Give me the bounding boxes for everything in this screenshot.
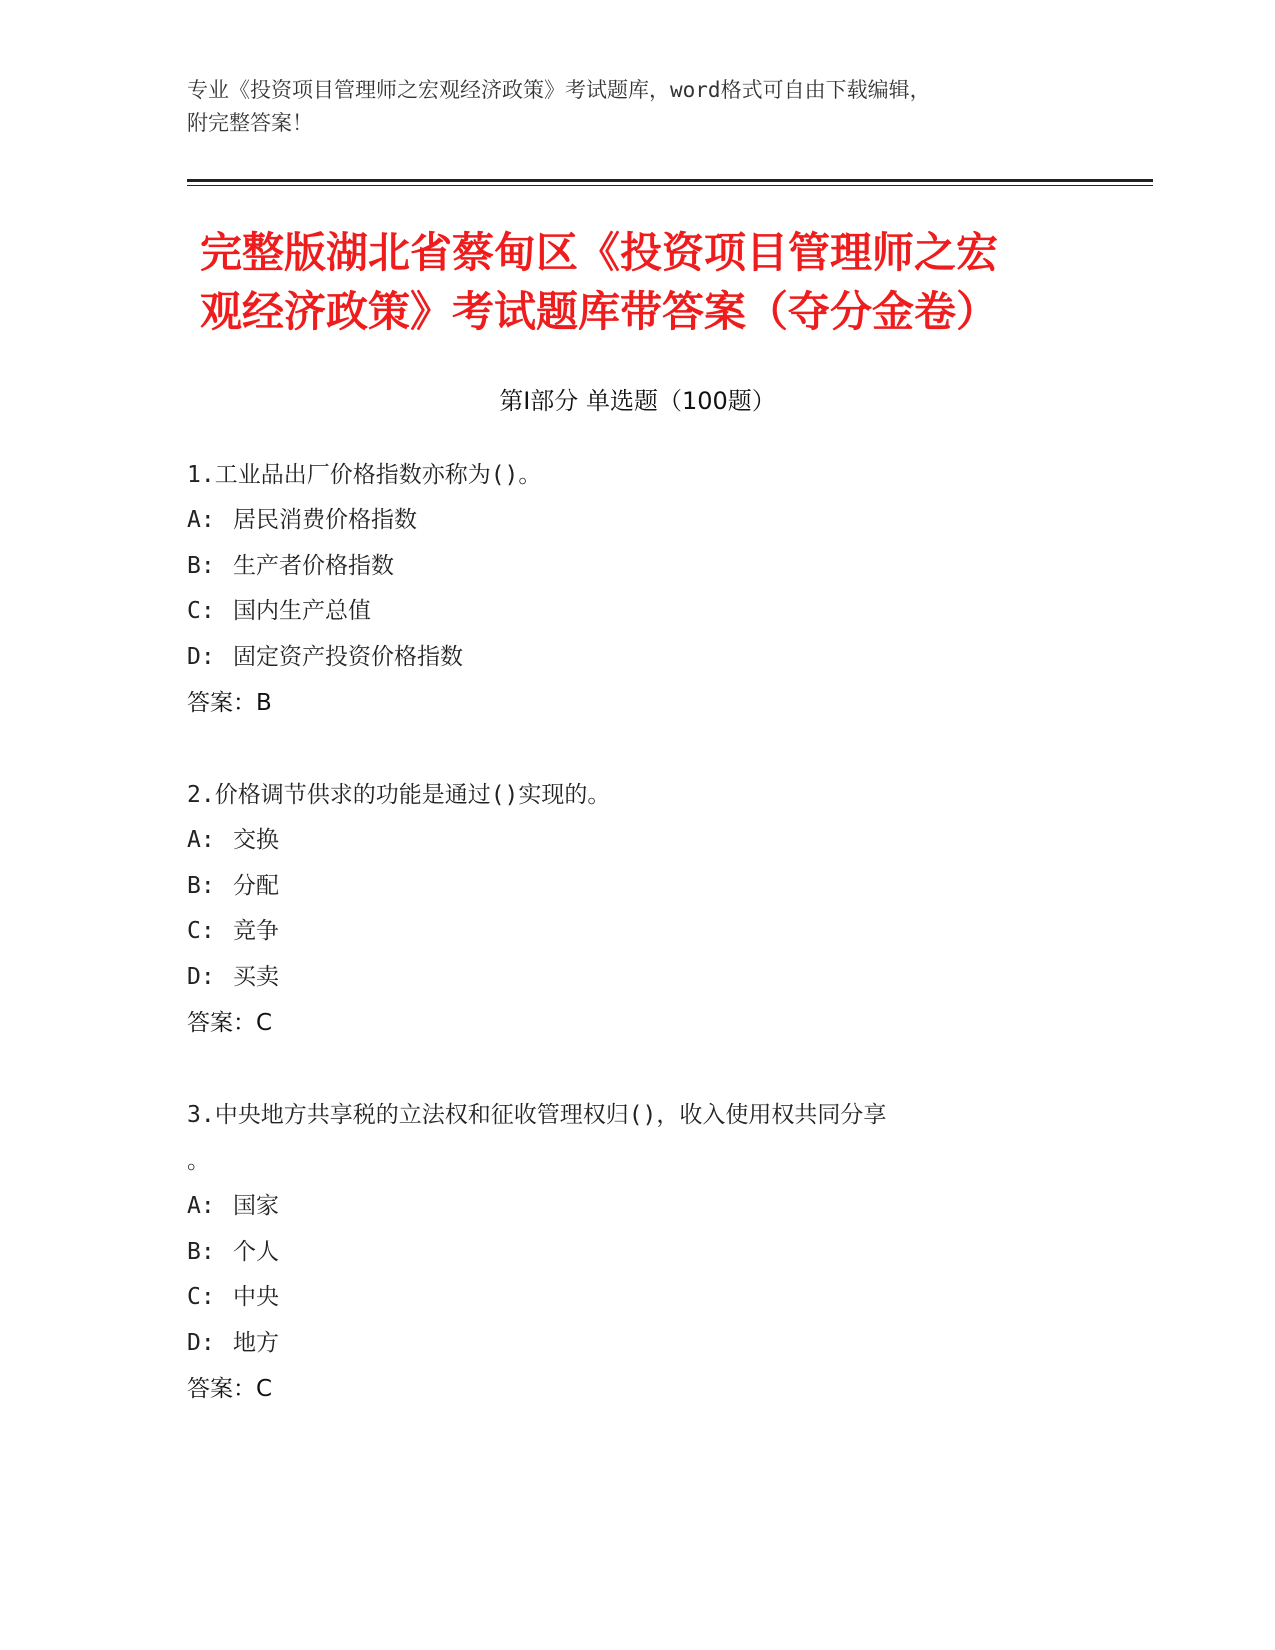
- option-letter: C:: [187, 918, 215, 944]
- answer: 答案：B: [187, 690, 272, 716]
- header-note-line: 附完整答案！: [187, 111, 313, 135]
- option-letter: C:: [187, 1284, 215, 1310]
- title-line: 观经济政策》考试题库带答案（夺分金卷）: [200, 287, 999, 336]
- question-stem: [187, 1092, 1087, 1184]
- header-note-line: 专业《投资项目管理师之宏观经济政策》考试题库，word格式可自由下载编辑，: [187, 78, 931, 102]
- option-letter: D:: [187, 963, 215, 990]
- option-text: 国家: [233, 1193, 279, 1219]
- question-stem-line: 1.工业品出厂价格指数亦称为()。: [187, 462, 542, 488]
- question-stem-line: 3.中央地方共享税的立法权和征收管理权归()，收入使用权共同分享: [187, 1102, 887, 1128]
- option-letter: C:: [187, 598, 215, 624]
- option-text: 国内生产总值: [233, 598, 371, 624]
- option-letter: D:: [187, 643, 215, 670]
- option-letter: A:: [187, 1193, 215, 1219]
- option-letter: A:: [187, 507, 215, 533]
- question-stem: [187, 772, 1087, 818]
- question-2: [187, 772, 1087, 1046]
- option-text: 固定资产投资价格指数: [233, 643, 463, 670]
- option-a: [187, 498, 1087, 544]
- option-letter: A:: [187, 827, 215, 853]
- answer: 答案：C: [187, 1010, 273, 1036]
- option-text: 中央: [233, 1284, 279, 1310]
- option-text: 居民消费价格指数: [233, 507, 417, 533]
- header-divider-thin: [187, 185, 1153, 186]
- header-note: [187, 74, 1067, 140]
- document-title: [200, 223, 1100, 341]
- answer: 答案：C: [187, 1376, 273, 1402]
- option-letter: B:: [187, 1238, 215, 1265]
- option-text: 交换: [233, 827, 279, 853]
- option-letter: B:: [187, 552, 215, 579]
- option-text: 地方: [233, 1329, 279, 1356]
- option-text: 竞争: [233, 918, 279, 944]
- title-line: 完整版湖北省蔡甸区《投资项目管理师之宏: [200, 228, 999, 277]
- option-d: [187, 1321, 1087, 1367]
- option-a: [187, 818, 1087, 864]
- option-d: [187, 955, 1087, 1001]
- question-stem: [187, 452, 1087, 498]
- question-stem-line: 。: [187, 1148, 210, 1174]
- option-c: [187, 1275, 1087, 1321]
- option-text: 生产者价格指数: [233, 552, 394, 579]
- option-text: 个人: [233, 1238, 279, 1265]
- option-d: [187, 635, 1087, 681]
- question-3: [187, 1092, 1087, 1412]
- question-stem-line: 2.价格调节供求的功能是通过()实现的。: [187, 782, 611, 808]
- section-title: 第Ⅰ部分 单选题（100题）: [499, 387, 776, 415]
- option-b: [187, 1230, 1087, 1276]
- option-b: [187, 544, 1087, 590]
- option-a: [187, 1184, 1087, 1230]
- option-c: [187, 589, 1087, 635]
- option-text: 分配: [233, 872, 279, 899]
- option-text: 买卖: [233, 963, 279, 990]
- header-divider-thick: [187, 179, 1153, 182]
- option-b: [187, 864, 1087, 910]
- option-c: [187, 909, 1087, 955]
- option-letter: D:: [187, 1329, 215, 1356]
- question-1: [187, 452, 1087, 726]
- option-letter: B:: [187, 872, 215, 899]
